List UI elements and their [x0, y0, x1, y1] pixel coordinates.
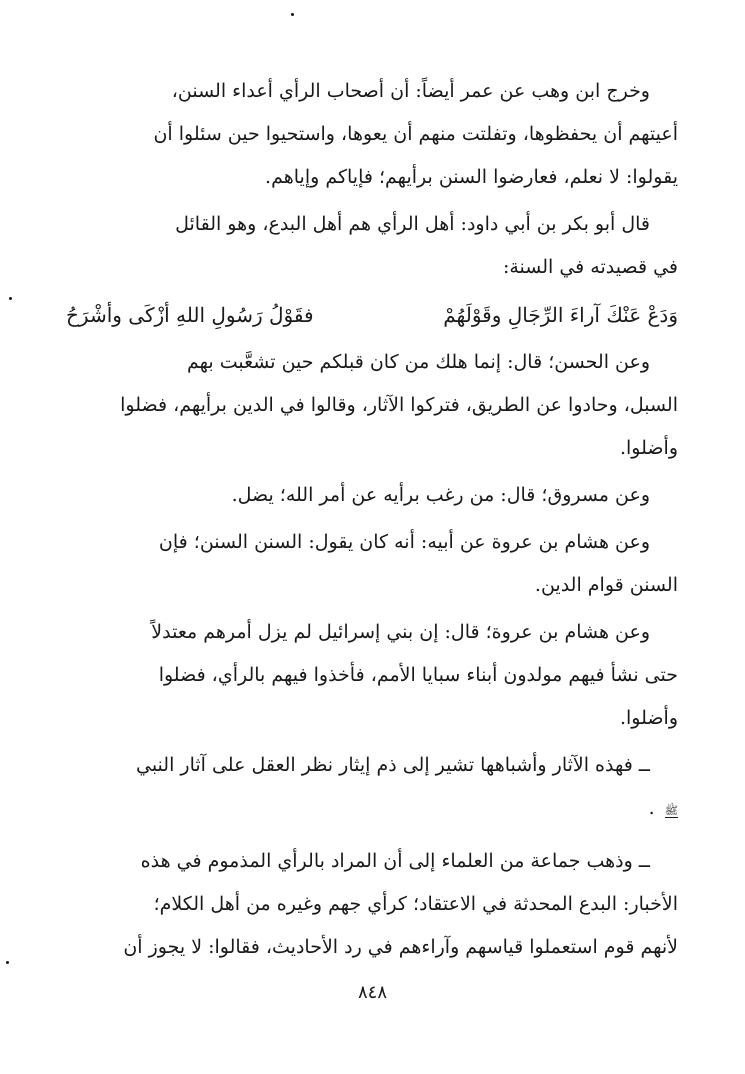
text-line: وخرج ابن وهب عن عمر أيضاً: أن أصحاب الرأي أعداء السنن،	[171, 80, 650, 102]
paragraph-athar	[66, 744, 678, 830]
poem-hemistich-right: وَدَعْ عَنْكَ آراءَ الرِّجَالِ وقَوْلَهُمْ	[443, 303, 678, 327]
text-line: وعن هشام بن عروة؛ قال: إن بني إسرائيل لم يزل أمرهم معتدلاً	[151, 621, 650, 643]
text-line: وعن الحسن؛ قال: إنما هلك من كان قبلكم حين تشعَّبت بهم	[187, 351, 650, 373]
text-line: يقولوا: لا نعلم، فعارضوا السنن برأيهم؛ فإياكم وإياهم.	[265, 166, 678, 188]
scan-dot	[9, 297, 12, 300]
scan-dot	[291, 13, 294, 16]
paragraph-hisham	[66, 611, 678, 740]
paragraph-masruq	[66, 474, 678, 517]
page-number: ٨٤٨	[357, 982, 387, 1003]
paragraph-hasan	[66, 341, 678, 470]
text-line: حتى نشأ فيهم مولدون أبناء سبايا الأمم، فأخذوا فيهم بالرأي، فضلوا	[158, 664, 678, 686]
text-line: قال أبو بكر بن أبي داود: أهل الرأي هم أهل البدع، وهو القائل	[175, 213, 650, 235]
paragraph-abu-bakr	[66, 203, 678, 289]
paragraph-ulama	[66, 840, 678, 969]
text-line: الأخبار: البدع المحدثة في الاعتقاد؛ كرأي جهم وغيره من أهل الكلام؛	[153, 893, 678, 915]
poem-hemistich-left: فقَوْلُ رَسُولِ اللهِ أزْكَى وأشْرَحُ	[66, 303, 314, 327]
paragraph-ibn-wahb	[66, 70, 678, 199]
salawat-line: ﷺ .	[648, 797, 678, 819]
text-line: وأضلوا.	[619, 707, 678, 729]
poem-verse	[66, 293, 678, 337]
text-line: السنن قوام الدين.	[534, 574, 678, 596]
text-line: وأضلوا.	[619, 437, 678, 459]
text-line: أعيتهم أن يحفظوها، وتفلتت منهم أن يعوها، واستحيوا حين سئلوا أن	[153, 123, 678, 145]
text-line: السبل، وحادوا عن الطريق، فتركوا الآثار، وقالوا في الدين برأيهم، فضلوا	[120, 394, 678, 416]
text-line: وعن مسروق؛ قال: من رغب برأيه عن أمر الله؛ يضل.	[231, 484, 650, 506]
paragraph-hisham-father	[66, 521, 678, 607]
scan-dot	[6, 961, 9, 964]
text-line: ــ فهذه الآثار وأشباهها تشير إلى ذم إيثار نظر العقل على آثار النبي	[135, 754, 650, 776]
salawat-symbol: ﷺ	[664, 804, 678, 817]
page-body	[66, 70, 678, 973]
text-line: وعن هشام بن عروة عن أبيه: أنه كان يقول: السنن السنن؛ فإن	[158, 531, 650, 553]
text-line: لأنهم قوم استعملوا قياسهم وآراءهم في رد الأحاديث، فقالوا: لا يجوز أن	[123, 936, 678, 958]
text-line: في قصيدته في السنة:	[502, 256, 678, 278]
text-line: ــ وذهب جماعة من العلماء إلى أن المراد بالرأي المذموم في هذه	[140, 850, 650, 872]
